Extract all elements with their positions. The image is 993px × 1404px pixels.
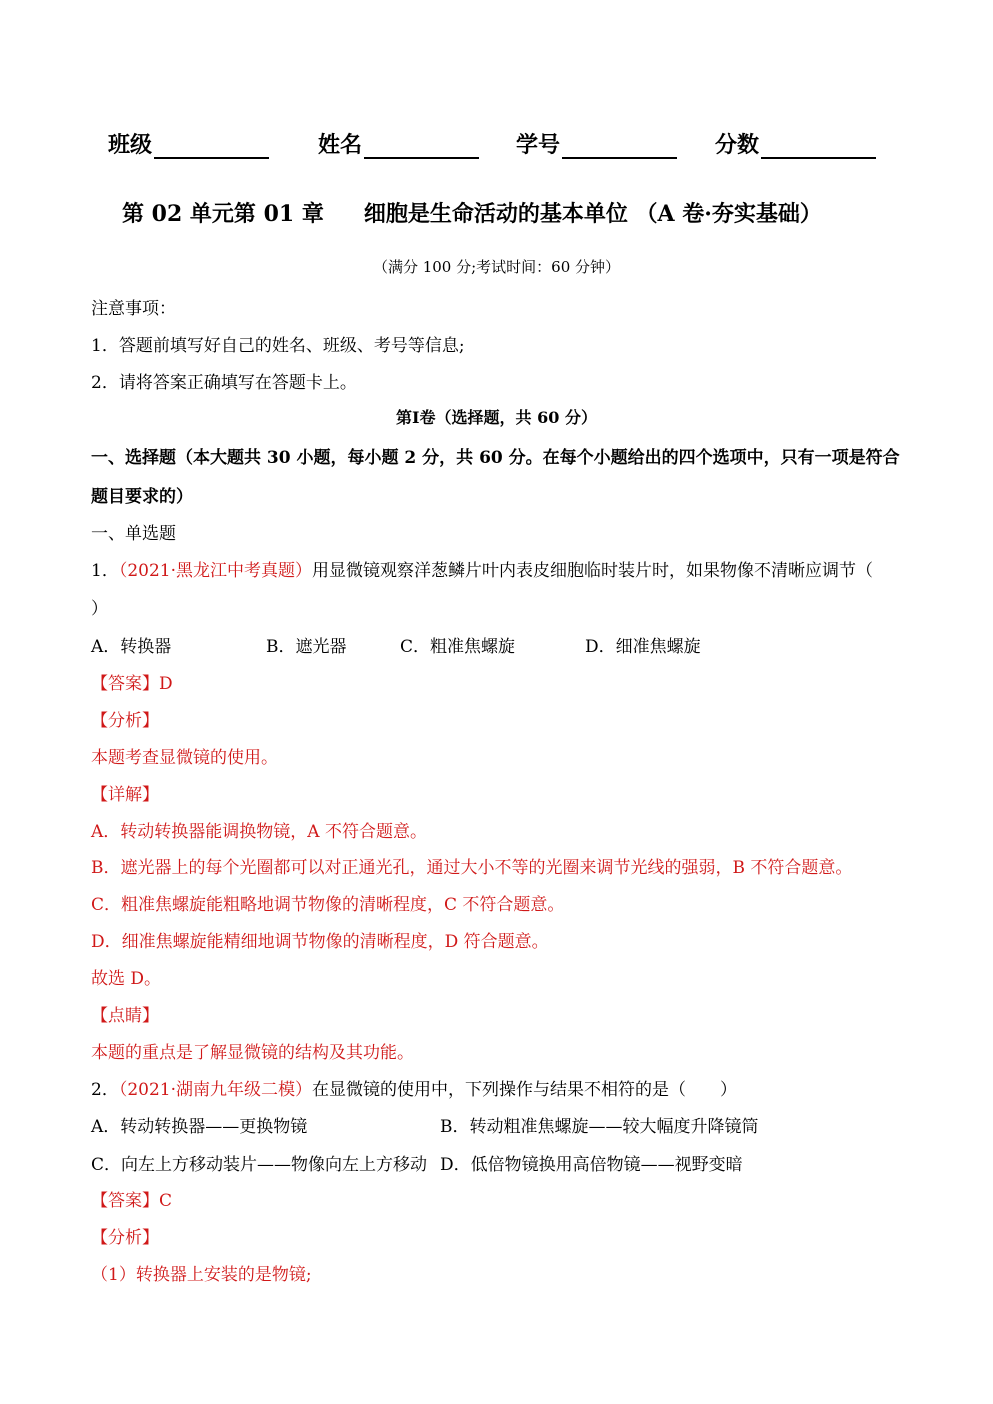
analysis-label: 【分析】 bbox=[91, 711, 159, 731]
section-heading-cont: 题目要求的） bbox=[91, 487, 193, 507]
detail-line: D．细准焦螺旋能精细地调节物像的清晰程度，D 符合题意。 bbox=[91, 932, 549, 952]
option-c: C．向左上方移动装片——物像向左上方移动 bbox=[91, 1155, 428, 1175]
volume-title: 第Ⅰ卷（选择题，共 60 分） bbox=[396, 408, 597, 427]
option-c: C．粗准焦螺旋 bbox=[400, 637, 516, 657]
option-b: B．转动粗准焦螺旋——较大幅度升降镜筒 bbox=[440, 1117, 759, 1137]
subsection-heading: 一、单选题 bbox=[91, 524, 176, 544]
comment-text: 本题的重点是了解显微镜的结构及其功能。 bbox=[91, 1043, 414, 1063]
class-label: 班级 bbox=[108, 132, 153, 158]
title-part2: 细胞是生命活动的基本单位 （A 卷·夯实基础） bbox=[363, 201, 822, 227]
analysis-label: 【分析】 bbox=[91, 1228, 159, 1248]
class-field[interactable] bbox=[108, 128, 269, 159]
conclusion: 故选 D。 bbox=[91, 969, 162, 989]
answer-label: 【答案】 bbox=[91, 674, 159, 694]
student-id-field[interactable] bbox=[516, 128, 677, 159]
student-id-blank[interactable] bbox=[562, 135, 677, 159]
note-item: 2．请将答案正确填写在答题卡上。 bbox=[91, 373, 357, 393]
note-item: 1．答题前填写好自己的姓名、班级、考号等信息; bbox=[91, 336, 465, 356]
notes-heading: 注意事项： bbox=[91, 299, 176, 319]
name-field[interactable] bbox=[318, 128, 479, 159]
option-b: B．遮光器 bbox=[266, 637, 347, 657]
analysis-text: （1）转换器上安装的是物镜; bbox=[91, 1265, 312, 1285]
name-blank[interactable] bbox=[364, 135, 479, 159]
detail-label: 【详解】 bbox=[91, 785, 159, 805]
question-source: （2021·黑龙江中考真题） bbox=[118, 561, 312, 581]
title-part1: 第 02 单元第 01 章 bbox=[122, 201, 324, 227]
option-a: A．转动转换器——更换物镜 bbox=[91, 1117, 308, 1137]
detail-line: C．粗准焦螺旋能粗略地调节物像的清晰程度，C 不符合题意。 bbox=[91, 895, 565, 915]
score-label: 分数 bbox=[715, 132, 760, 158]
question-source: （2021·湖南九年级二模） bbox=[118, 1080, 312, 1100]
answer-value: D bbox=[159, 674, 173, 694]
score-field[interactable] bbox=[715, 128, 876, 159]
question-number: 1． bbox=[91, 561, 119, 581]
answer bbox=[91, 1186, 172, 1211]
option-d: D．细准焦螺旋 bbox=[585, 637, 701, 657]
detail-line: A．转动转换器能调换物镜，A 不符合题意。 bbox=[91, 822, 427, 842]
answer-label: 【答案】 bbox=[91, 1191, 159, 1211]
answer-value: C bbox=[159, 1191, 173, 1211]
option-a: A．转换器 bbox=[91, 637, 172, 657]
question-1-stem bbox=[91, 556, 873, 581]
score-blank[interactable] bbox=[761, 135, 876, 159]
comment-label: 【点睛】 bbox=[91, 1006, 159, 1026]
question-text: 用显微镜观察洋葱鳞片叶内表皮细胞临时装片时，如果物像不清晰应调节（ bbox=[312, 561, 873, 581]
section-heading: 一、选择题（本大题共 30 小题，每小题 2 分，共 60 分。在每个小题给出的四个选项中，只有一项是符合 bbox=[91, 448, 900, 468]
name-label: 姓名 bbox=[318, 132, 363, 158]
question-text: 在显微镜的使用中，下列操作与结果不相符的是（ ） bbox=[312, 1080, 737, 1100]
question-1-stem-end: ） bbox=[91, 599, 108, 619]
answer bbox=[91, 669, 173, 694]
detail-line: B．遮光器上的每个光圈都可以对正通光孔，通过大小不等的光圈来调节光线的强弱，B 不符合题意。 bbox=[91, 858, 853, 878]
question-number: 2． bbox=[91, 1080, 119, 1100]
class-blank[interactable] bbox=[154, 135, 269, 159]
question-2-stem bbox=[91, 1075, 737, 1100]
exam-info: （满分 100 分;考试时间：60 分钟） bbox=[372, 258, 621, 276]
student-id-label: 学号 bbox=[516, 132, 561, 158]
option-d: D．低倍物镜换用高倍物镜——视野变暗 bbox=[440, 1155, 743, 1175]
page-title bbox=[122, 197, 822, 228]
analysis-text: 本题考查显微镜的使用。 bbox=[91, 748, 278, 768]
